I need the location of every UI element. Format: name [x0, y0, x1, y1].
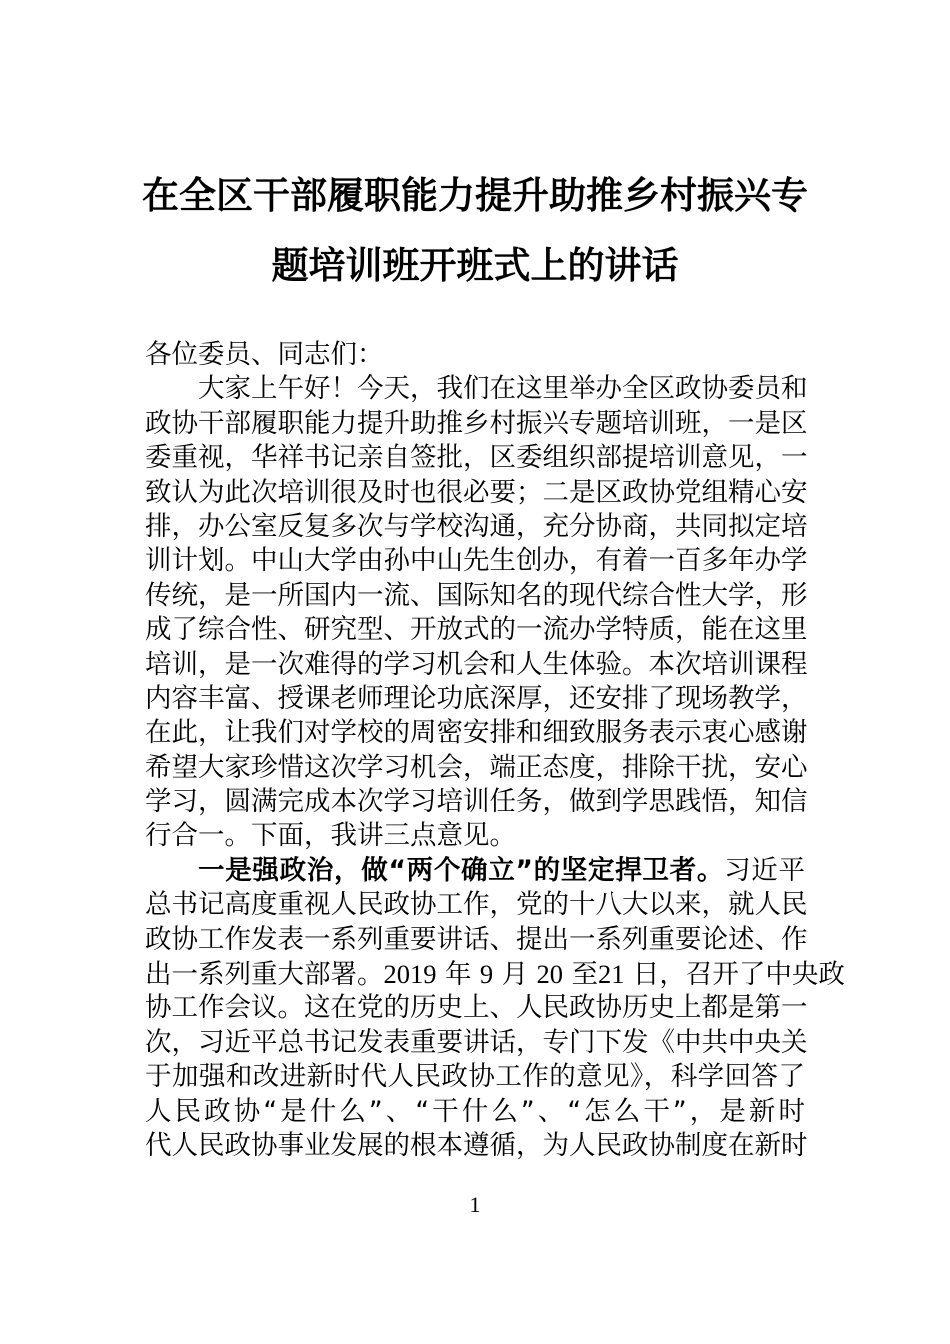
paragraph-1-line: 传统，是一所国内一流、国际知名的现代综合性大学，形: [145, 579, 808, 611]
paragraph-1-line: 在此，让我们对学校的周密安排和细致服务表示衷心感谢: [145, 717, 808, 749]
paragraph-1-line: 培训，是一次难得的学习机会和人生体验。本次培训课程: [145, 648, 808, 680]
document-body: [145, 338, 845, 1163]
date-year: 2019: [383, 959, 437, 990]
paragraph-2-line: 次，习近平总书记发表重要讲话，专门下发《中共中央关: [145, 1026, 808, 1058]
date-text: 出一系列重大部署。: [145, 959, 384, 991]
paragraph-1-line: 训计划。中山大学由孙中山先生创办，有着一百多年办学: [145, 545, 808, 577]
date-month: 9: [479, 959, 494, 990]
paragraph-1-line: 排，办公室反复多次与学校沟通，充分协商，共同拟定培: [145, 510, 808, 542]
paragraph-1-line: 行合一。下面，我讲三点意见。: [145, 820, 516, 852]
document-title-line-1: 在全区干部履职能力提升助推乡村振兴专: [142, 174, 808, 217]
paragraph-2-line: 总书记高度重视人民政协工作，党的十八大以来，就人民: [145, 889, 808, 921]
paragraph-1-line: 希望大家珍惜这次学习机会，端正态度，排除干扰，安心: [145, 751, 808, 783]
paragraph-2-line: 于加强和改进新时代人民政协工作的意见》，科学回答了: [145, 1061, 805, 1093]
paragraph-2-line: 政协工作发表一系列重要讲话、提出一系列重要论述、作: [145, 923, 808, 955]
paragraph-1-line: 成了综合性、研究型、开放式的一流办学特质，能在这里: [145, 614, 808, 646]
paragraph-1-line: 致认为此次培训很及时也很必要；二是区政协党组精心安: [145, 476, 808, 508]
date-text: 年: [444, 959, 472, 991]
paragraph-1-line: 委重视，华祥书记亲自签批，区委组织部提培训意见，一: [145, 442, 808, 474]
date-text: 日，召开了中央政: [632, 959, 845, 991]
paragraph-1-line: 政协干部履职能力提升助推乡村振兴专题培训班，一是区: [145, 407, 808, 439]
paragraph-2-line: 协工作会议。这在党的历史上、人民政协历史上都是第一: [145, 992, 808, 1024]
page-number: 1: [469, 1192, 481, 1217]
paragraph-1-line: 内容丰富、授课老师理论功底深厚，还安排了现场教学，: [145, 682, 808, 714]
paragraph-2-line: 代人民政协事业发展的根本遵循，为人民政协制度在新时: [145, 1129, 808, 1161]
paragraph-1-line: 学习，圆满完成本次学习培训任务，做到学思践悟，知信: [145, 786, 808, 818]
date-text: 至: [571, 959, 598, 991]
date-day-start: 20: [536, 959, 563, 990]
document-title-line-2: 题培训班开班式上的讲话: [271, 244, 679, 287]
salutation: 各位委员、同志们：: [145, 339, 384, 370]
paragraph-2-line: 人民政协“是什么”、“干什么”、“怎么干”，是新时: [145, 1095, 805, 1127]
date-text: 月: [501, 959, 529, 991]
date-day-end: 21: [597, 959, 625, 990]
paragraph-2-line: [145, 957, 845, 991]
paragraph-2-line: [145, 854, 805, 888]
paragraph-2-heading: 一是强政治，做“两个确立”的坚定捍卫者。: [198, 854, 725, 886]
paragraph-2-text: 习近平: [724, 854, 806, 886]
paragraph-1-line: 大家上午好！今天，我们在这里举办全区政协委员和: [198, 373, 808, 405]
